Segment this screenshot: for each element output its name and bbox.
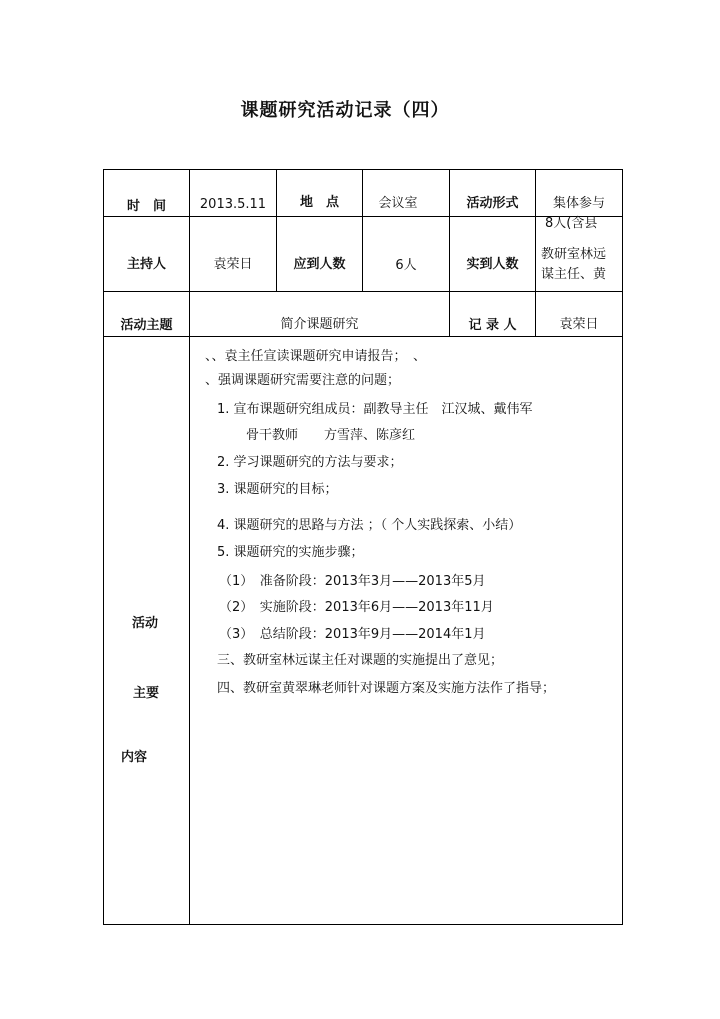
topic-value: 简介课题研究	[280, 317, 359, 332]
content-line-2: 、强调课题研究需要注意的问题；	[205, 373, 401, 388]
form-label: 活动形式	[466, 196, 519, 211]
content-label-line-3: 内容	[121, 750, 148, 765]
form-value: 集体参与	[552, 196, 605, 211]
content-line-4: 骨干教师 方雪萍、陈彦红	[246, 428, 416, 443]
content-line-9: （1） 准备阶段：2013年3月——2013年5月	[219, 574, 486, 589]
content-line-3: 1. 宣布课题研究组成员：副教导主任 江汉城、戴伟军	[217, 402, 533, 417]
actual-value-line-2: 教研室林远	[541, 247, 607, 262]
content-line-12: 三、教研室林远谋主任对课题的实施提出了意见；	[217, 653, 504, 668]
host-label: 主持人	[126, 257, 166, 272]
content-line-7: 4. 课题研究的思路与方法 ；（ 个人实践探索、小结）	[217, 518, 522, 533]
expected-value: 6人	[395, 258, 417, 273]
content-label-line-1: 活动	[132, 616, 159, 631]
time-value: 2013.5.11	[199, 197, 267, 212]
content-line-10: （2） 实施阶段：2013年6月——2013年11月	[219, 600, 494, 615]
place-label: 地 点	[299, 195, 339, 210]
actual-label: 实到人数	[466, 257, 519, 272]
place-value: 会议室	[378, 196, 418, 211]
content-line-8: 5. 课题研究的实施步骤；	[217, 545, 364, 560]
topic-label: 活动主题	[120, 318, 173, 333]
time-label: 时 间	[126, 199, 166, 214]
recorder-value: 袁荣日	[559, 317, 599, 332]
host-value: 袁荣日	[213, 257, 253, 272]
content-line-6: 3. 课题研究的目标；	[217, 482, 338, 497]
content-line-11: （3） 总结阶段：2013年9月——2014年1月	[219, 627, 486, 642]
actual-value-line-1: 8人(含县	[545, 216, 598, 231]
expected-label: 应到人数	[293, 257, 346, 272]
document-title: 课题研究活动记录（四）	[240, 100, 450, 121]
actual-value-line-3: 谋主任、黄	[541, 267, 607, 282]
recorder-label: 记 录 人	[468, 318, 517, 333]
content-line-1: 、、袁主任宣读课题研究申请报告； 、	[205, 349, 427, 364]
content-line-13: 四、教研室黄翠琳老师针对课题方案及实施方法作了指导；	[217, 681, 556, 696]
content-label-line-2: 主要	[133, 686, 160, 701]
content-line-5: 2. 学习课题研究的方法与要求；	[217, 455, 403, 470]
